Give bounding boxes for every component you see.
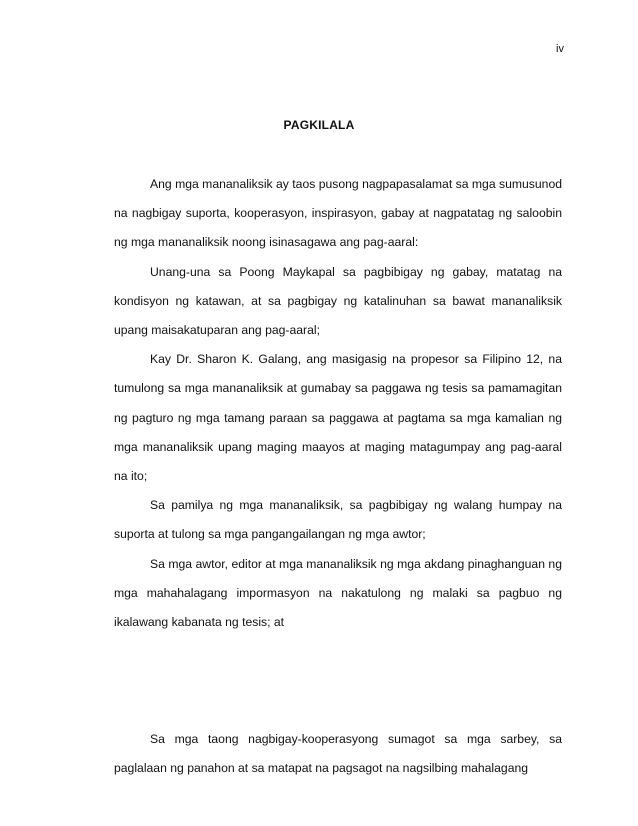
paragraph-awtor: Sa mga awtor, editor at mga mananaliksik ng mga akdang pinaghanguan ng mga mahahalagang impormasyon na nakatulong ng malaki sa pagbuo ng ikalawang kabanata ng tesis; at <box>114 556 562 630</box>
paragraph-intro: Ang mga mananaliksik ay taos pusong nagpapasalamat sa mga sumusunod na nagbigay suporta, kooperasyon, inspirasyon, gabay at nagpatatag ng saloobin ng mga mananaliksik noong isinasagawa ang pag-aaral: <box>114 177 562 250</box>
page-title: PAGKILALA <box>283 118 355 132</box>
body-text <box>114 170 562 784</box>
paragraph-poong-maykapal: Unang-una sa Poong Maykapal sa pagbibigay ng gabay, matatag na kondisyon ng katawan, at sa pagbigay ng katalinuhan sa bawat mananaliksik upang maisakatuparan ang pag-aaral; <box>114 264 562 338</box>
page-number: iv <box>556 43 564 55</box>
blank-space <box>114 637 562 725</box>
paragraph-pamilya: Sa pamilya ng mga mananaliksik, sa pagbibigay ng walang humpay na suporta at tulong sa mga pangangailangan ng mga awtor; <box>114 498 562 542</box>
paragraph-dr-galang: Kay Dr. Sharon K. Galang, ang masigasig na propesor sa Filipino 12, na tumulong sa mga mananaliksik at gumabay sa paggawa ng tesis sa pamamagitan ng pagturo ng mga tamang paraan sa paggawa at pagtama sa mga kamalian ng mga mananaliksik upang maging maayos at maging matagumpay ang pag-aaral na ito; <box>114 352 562 484</box>
paragraph-sarbey: Sa mga taong nagbigay-kooperasyong sumagot sa mga sarbey, sa paglalaan ng panahon at sa matapat na pagsagot na nagsilbing mahalagang <box>114 732 562 776</box>
